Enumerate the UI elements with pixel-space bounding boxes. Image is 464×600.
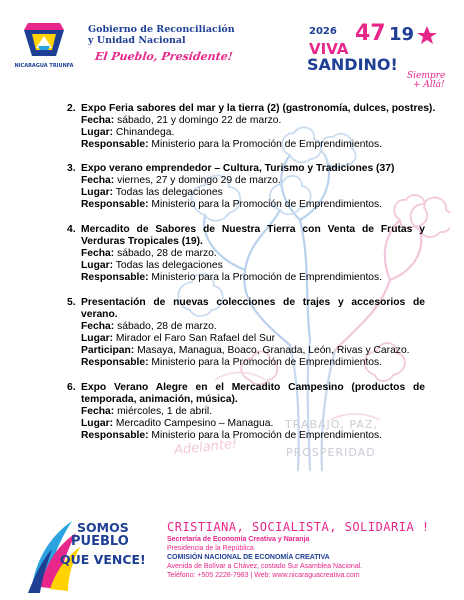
government-logo [8,20,82,72]
logo-caption: NICARAGUA TRIUNFA [14,63,74,69]
lugar-label: Lugar: [81,127,114,138]
item-responsable [81,430,382,442]
item-fecha [81,248,217,260]
item-number: 3. [67,163,76,174]
responsable-label: Responsable: [81,272,149,283]
viva-sandino: SANDINO! [307,55,398,74]
viva-47: 47 [355,21,386,46]
item-lugar [81,333,275,345]
item-participan [81,345,410,357]
fecha-value: sábado, 21 y domingo 22 de marzo. [117,115,282,126]
fecha-label: Fecha: [81,175,115,186]
responsable-value: Ministerio para la Promoción de Emprendimientos. [151,139,383,150]
viva-19: 19 [389,24,415,45]
item-title: Presentación de nuevas colecciones de trajes y accesorios de verano. [81,297,425,320]
star-icon [417,26,437,44]
responsable-value: Ministerio para la Promoción de Emprendimientos. [151,357,383,368]
lugar-label: Lugar: [81,187,114,198]
fecha-label: Fecha: [81,115,115,126]
participan-value: Masaya, Managua, Boaco, Granada, León, Rivas y Carazo. [137,345,410,356]
responsable-value: Ministerio para la Promoción de Emprendimientos. [151,430,383,441]
lugar-value: Todas las delegaciones [115,260,223,271]
footer-secretaria: Secretaría de Economía Creativa y Naranja [167,536,310,543]
responsable-label: Responsable: [81,139,149,150]
item-lugar [81,260,223,272]
item-responsable [81,199,382,211]
viva-word: VIVA [309,40,349,58]
item-lugar [81,187,223,199]
item-lugar [81,127,174,139]
lugar-value: Mirador el Faro San Rafael del Sur [115,333,276,344]
footer-motto: CRISTIANA, SOCIALISTA, SOLIDARIA ! [167,520,430,534]
watermark-adelante: Adelante! [173,436,238,459]
responsable-value: Ministerio para la Promoción de Emprendimientos. [151,272,383,283]
footer-somos: SOMOS [77,520,129,535]
footer-address: Avenida de Bolívar a Chávez, costado Sur Asamblea Nacional. [167,563,363,570]
footer-comision: COMISIÓN NACIONAL DE ECONOMÍA CREATIVA [167,554,330,561]
fecha-label: Fecha: [81,406,115,417]
item-fecha [81,321,217,333]
fecha-label: Fecha: [81,321,115,332]
item-title: Expo Feria sabores del mar y la tierra (2) (gastronomía, dulces, postres). [81,103,436,114]
government-name [88,24,288,46]
gov-line-2: y Unidad Nacional [88,35,186,46]
lugar-label: Lugar: [81,260,114,271]
lugar-value: Mercadito Campesino – Managua. [115,418,274,429]
footer-contact: Teléfono: +505 2228-7983 | Web: www.nicaraguacreativa.com [167,572,360,579]
footer-presidencia: Presidencia de la República [167,545,254,552]
item-number: 6. [67,382,76,393]
responsable-value: Ministerio para la Promoción de Emprendimientos. [151,199,383,210]
item-title: Mercadito de Sabores de Nuestra Tierra con Venta de Frutas y Verduras Tropicales (19). [81,224,425,247]
viva-sandino-logo [303,18,453,88]
gov-line-1: Gobierno de Reconciliación [88,24,235,35]
viva-year: 2026 [309,26,337,37]
viva-tag-1: Siempre [407,71,446,81]
item-responsable [81,139,382,151]
watermark-prosperidad: PROSPERIDAD [286,446,376,459]
item-fecha [81,175,281,187]
fecha-value: viernes, 27 y domingo 29 de marzo. [117,175,281,186]
lugar-label: Lugar: [81,333,114,344]
fecha-label: Fecha: [81,248,115,259]
item-lugar [81,418,273,430]
responsable-label: Responsable: [81,199,149,210]
item-fecha [81,115,281,127]
watermark-trabajo: TRABAJO, PAZ, [285,418,378,431]
viva-tag-2: + Allá! [413,80,445,88]
participan-label: Participan: [81,345,135,356]
fecha-value: miércoles, 1 de abril. [117,406,213,417]
lugar-value: Chinandega. [115,127,175,138]
item-title: Expo verano emprendedor – Cultura, Turismo y Tradiciones (37) [81,163,395,174]
item-number: 4. [67,224,76,235]
footer-que-vence: QUE VENCE! [60,552,146,567]
item-responsable [81,272,382,284]
slogan: El Pueblo, Presidente! [94,50,234,63]
footer-pueblo: PUEBLO [71,534,129,549]
lugar-label: Lugar: [81,418,114,429]
item-responsable [81,357,382,369]
item-fecha [81,406,212,418]
item-title: Expo Verano Alegre en el Mercadito Campesino (productos de temporada, animación, música). [81,382,425,405]
item-number: 5. [67,297,76,308]
item-number: 2. [67,103,76,114]
lugar-value: Todas las delegaciones [115,187,223,198]
fecha-value: sábado, 28 de marzo. [117,321,217,332]
responsable-label: Responsable: [81,430,149,441]
fecha-value: sábado, 28 de marzo. [117,248,217,259]
responsable-label: Responsable: [81,357,149,368]
